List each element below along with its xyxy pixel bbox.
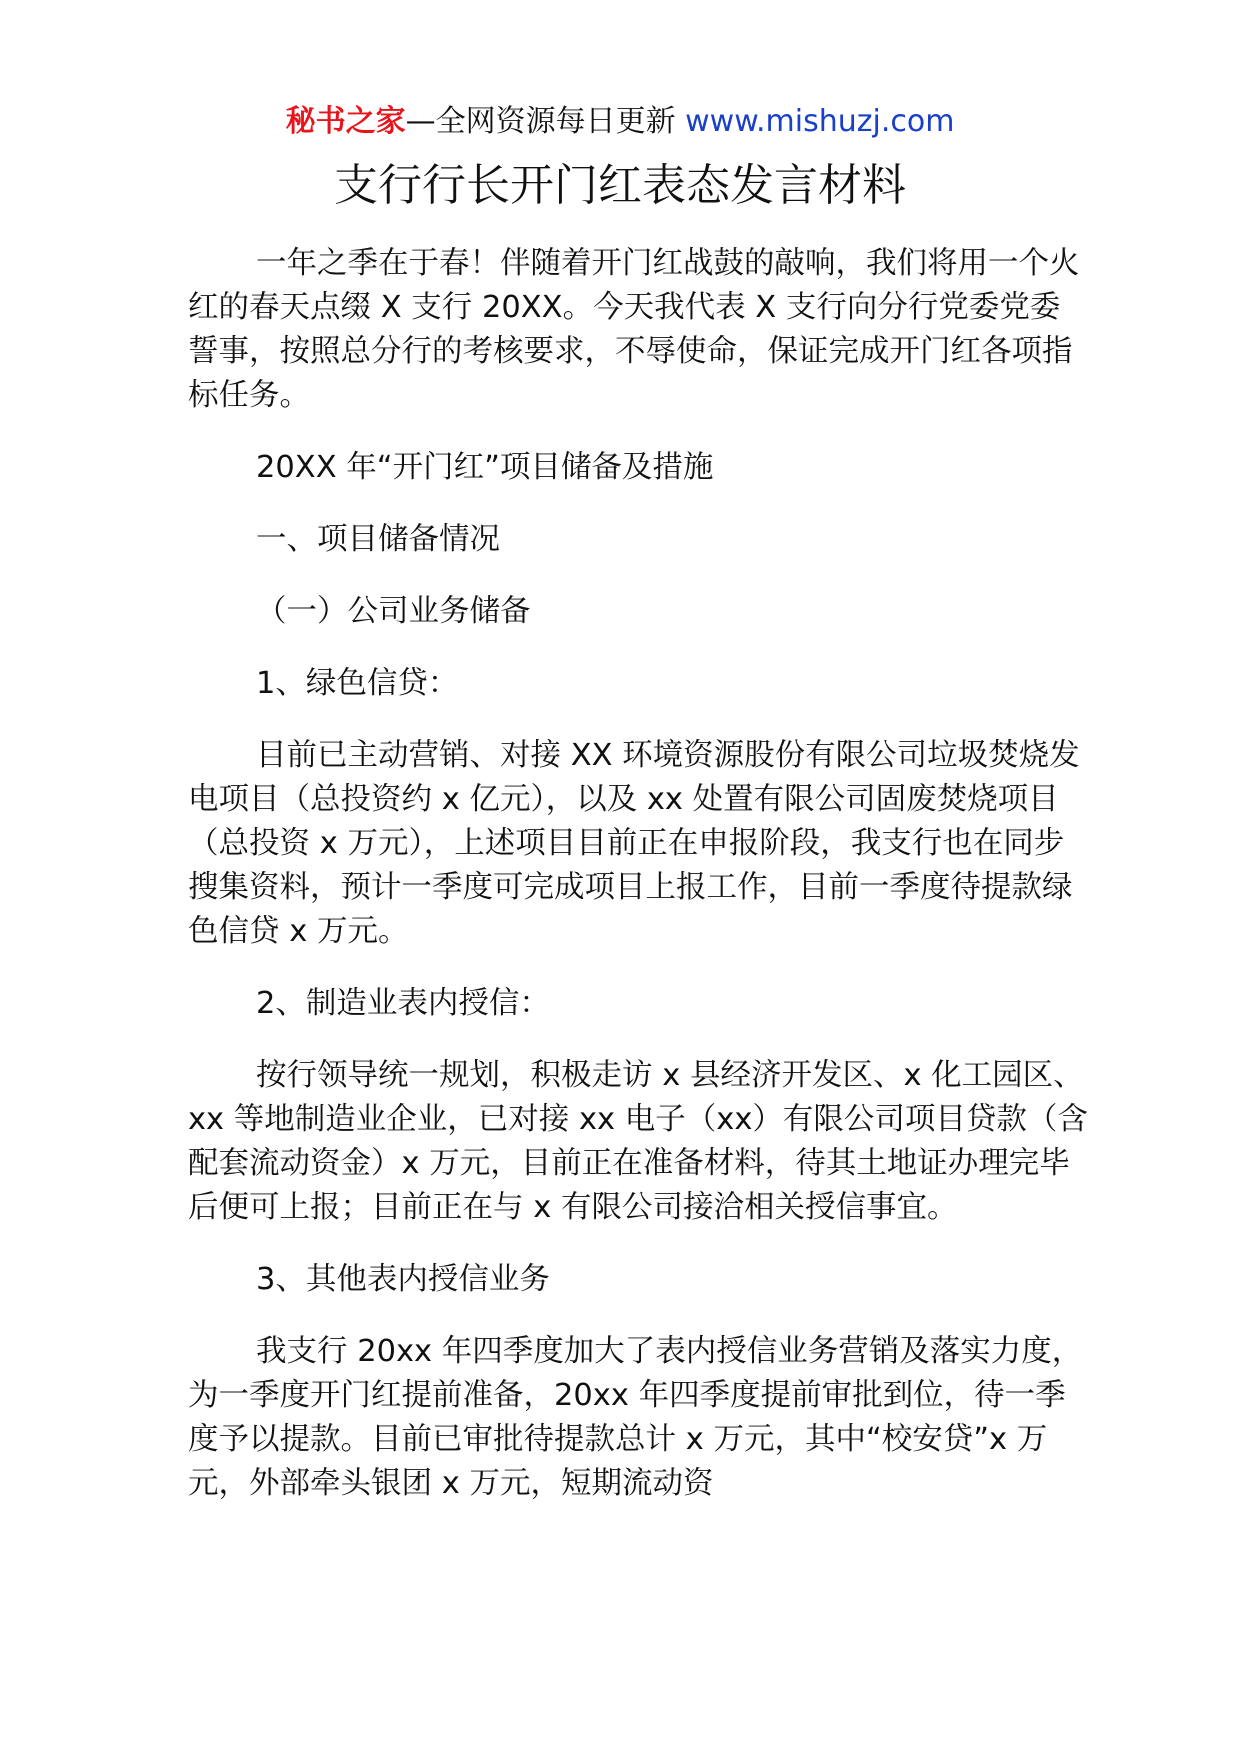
document-title: 支行行长开门红表态发言材料 <box>334 160 906 211</box>
slogan-text: —全网资源每日更新 <box>405 104 676 139</box>
paragraph-other-credit: 我支行 20xx 年四季度加大了表内授信业务营销及落实力度，为一季度开门红提前准备，20xx 年四季度提前审批到位，待一季度予以提款。目前已审批待提款总计 x 万元，其中“校安贷”x 万元，外部牵头银团 x 万元，短期流动资 <box>188 1334 1083 1501</box>
item-heading-other-credit: 3、其他表内授信业务 <box>256 1262 550 1297</box>
paragraph-intro: 一年之季在于春！伴随着开门红战鼓的敲响，我们将用一个火红的春天点缀 X 支行 20XX。今天我代表 X 支行向分行党委党委誓事，按照总分行的考核要求，不辱使命，保证完成开门红各项指标任务。 <box>188 246 1080 413</box>
paragraph-green-credit: 目前已主动营销、对接 XX 环境资源股份有限公司垃圾焚烧发电项目（总投资约 x 亿元），以及 xx 处置有限公司固废焚烧项目（总投资 x 万元），上述项目目前正在申报阶段，我支行也在同步搜集资料，预计一季度可完成项目上报工作，目前一季度待提款绿色信贷 x 万元。 <box>188 738 1080 949</box>
item-heading-manufacturing: 2、制造业表内授信： <box>256 986 550 1021</box>
site-header <box>0 102 1240 142</box>
document-body <box>188 242 1088 1534</box>
subsection-heading-corporate: （一）公司业务储备 <box>256 594 531 629</box>
paragraph-manufacturing: 按行领导统一规划，积极走访 x 县经济开发区、x 化工园区、xx 等地制造业企业，已对接 xx 电子（xx）有限公司项目贷款（含配套流动资金）x 万元，目前正在准备材料，待其土地证办理完毕后便可上报；目前正在与 x 有限公司接洽相关授信事宜。 <box>188 1058 1088 1225</box>
brand-name: 秘书之家 <box>285 104 406 139</box>
item-heading-green-credit: 1、绿色信贷： <box>256 666 459 701</box>
section-heading-projects: 20XX 年“开门红”项目储备及措施 <box>256 450 714 485</box>
site-url-link[interactable]: www.mishuzj.com <box>685 104 955 139</box>
section-heading-reserve: 一、项目储备情况 <box>256 522 500 557</box>
